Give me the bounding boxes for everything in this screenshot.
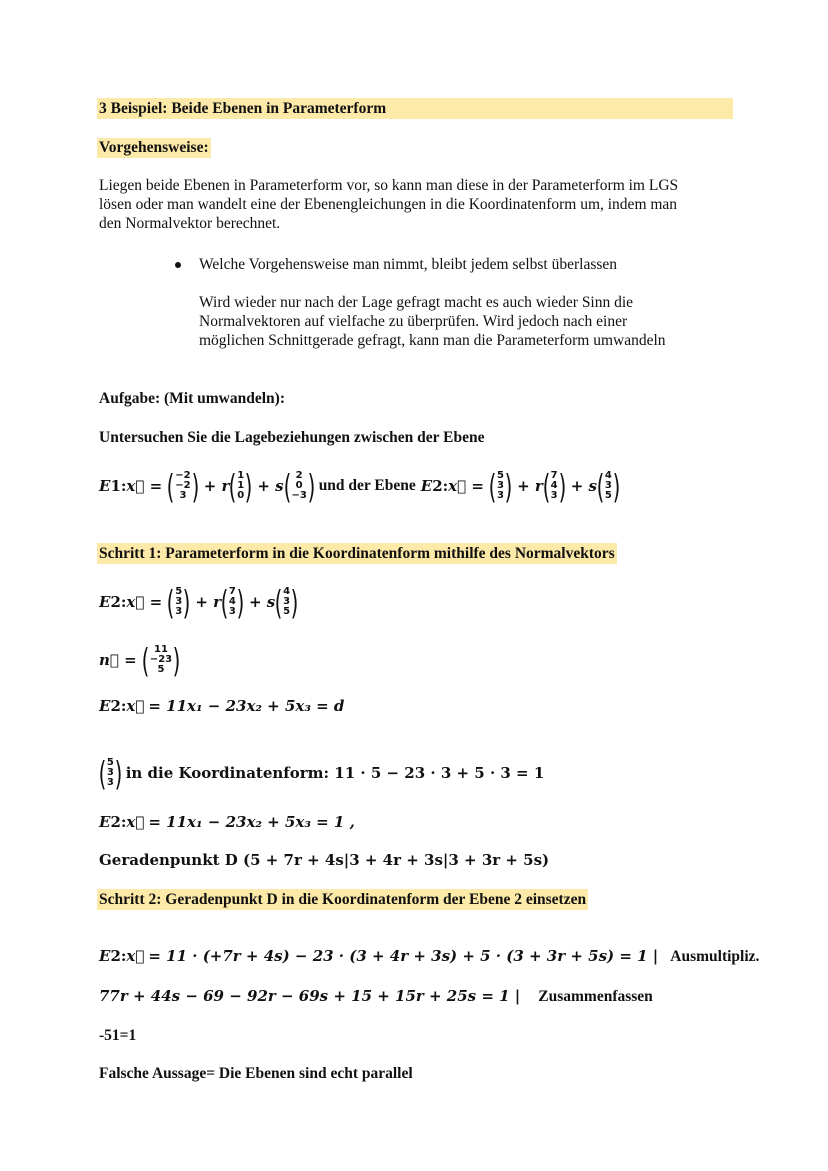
- e2-parameter-form: E 2 : x⃗ = ( 5 3 3 ) + r ( 7 4 3 ) + s ( 4 3 5 ): [99, 582, 299, 622]
- e2-label: E: [420, 477, 433, 495]
- equals-sign: =: [144, 477, 168, 495]
- e1-label: E: [99, 477, 111, 495]
- conclusion: Falsche Aussage= Die Ebenen sind echt parallel: [99, 1065, 413, 1082]
- note-line-3: möglichen Schnittgerade gefragt, kann man die Parameterform umwandeln: [199, 332, 666, 349]
- e2-vector-2: ( 7 4 3 ): [542, 466, 566, 506]
- bullet-text: Welche Vorgehensweise man nimmt, bleibt jedem selbst überlassen: [199, 256, 618, 273]
- e2-vector-3: ( 4 3 5 ): [596, 466, 621, 506]
- e1-vector-2: ( 1 1 0 ): [228, 466, 253, 506]
- approach-heading: Vorgehensweise:: [99, 139, 209, 156]
- normal-vector-values: ( 11 −23 5 ): [141, 640, 181, 680]
- e2-vector-3-repeat: ( 4 3 5 ): [274, 582, 299, 622]
- task-heading: Aufgabe: (Mit umwandeln):: [99, 390, 285, 407]
- line-point: Geradenpunkt D (5 + 7r + 4s|3 + 4r + 3s|3 + 3r + 5s): [99, 851, 550, 869]
- e2-vector-1-repeat: ( 5 3 3 ): [166, 582, 191, 622]
- connector-text: und der Ebene: [318, 477, 416, 494]
- step1-heading: Schritt 1: Parameterform in die Koordinatenform mithilfe des Normalvektors: [99, 545, 615, 562]
- substitution-equation: E 2 : x⃗ = 11 · (+7r + 4s) − 23 · (3 + 4r + 3s) + 5 · (3 + 3r + 5s) = 1 | Ausmultipliz.: [99, 947, 760, 965]
- expand-note: Ausmultipliz.: [670, 948, 760, 965]
- e2-vector-2-repeat: ( 7 4 3 ): [220, 582, 245, 622]
- plane-equations: E 1 : x⃗ = ( −2 −2 3 ) + r ( 1 1 0 ) + s ( 2 0 −3 ) und der Ebene E 2 : x⃗ = ( 5 3 3 ) + r ( 7 4 3 ) + s ( 4 3 5 ): [99, 466, 621, 506]
- task-question: Untersuchen Sie die Lagebeziehungen zwischen der Ebene: [99, 429, 485, 446]
- note-line-1: Wird wieder nur nach der Lage gefragt macht es auch wieder Sinn die: [199, 294, 634, 311]
- e1-vector-1: ( −2 −2 3 ): [166, 466, 199, 506]
- point-vector: ( 5 3 3 ): [98, 753, 123, 793]
- section-title: 3 Beispiel: Beide Ebenen in Parameterform: [97, 98, 733, 119]
- approach-line-3: den Normalvektor berechnet.: [99, 215, 281, 232]
- result: -51=1: [99, 1027, 137, 1044]
- e1-sub: 1: [110, 477, 121, 495]
- coordinate-form-d: E 2 : x⃗ = 11x₁ − 23x₂ + 5x₃ = d: [99, 697, 345, 715]
- normal-vector: n⃗ = ( 11 −23 5 ): [99, 640, 181, 680]
- step2-heading: Schritt 2: Geradenpunkt D in die Koordinatenform der Ebene 2 einsetzen: [99, 891, 587, 908]
- approach-line-1: Liegen beide Ebenen in Parameterform vor, so kann man diese in der Parameterform im LGS: [99, 177, 679, 194]
- vector-arrow-icon: x⃗: [126, 477, 145, 495]
- approach-line-2: lösen oder man wandelt eine der Ebenengleichungen in die Koordinatenform um, indem man: [99, 196, 678, 213]
- combine-note: Zusammenfassen: [538, 988, 653, 1005]
- note-line-2: Normalvektoren auf vielfache zu überprüfen. Wird jedoch nach einer: [199, 313, 628, 330]
- e2-vector-1: ( 5 3 3 ): [488, 466, 513, 506]
- e1-colon: :: [120, 477, 127, 495]
- bullet-icon: [175, 262, 181, 268]
- expanded-equation: 77r + 44s − 69 − 92r − 69s + 15 + 15r + 25s = 1 | Zusammenfassen: [99, 987, 653, 1005]
- coordinate-form-final: E 2 : x⃗ = 11x₁ − 23x₂ + 5x₃ = 1 ,: [99, 813, 355, 831]
- insert-point-line: ( 5 3 3 ) in die Koordinatenform: 11 · 5 − 23 · 3 + 5 · 3 = 1: [98, 753, 545, 793]
- e1-vector-3: ( 2 0 −3 ): [283, 466, 316, 506]
